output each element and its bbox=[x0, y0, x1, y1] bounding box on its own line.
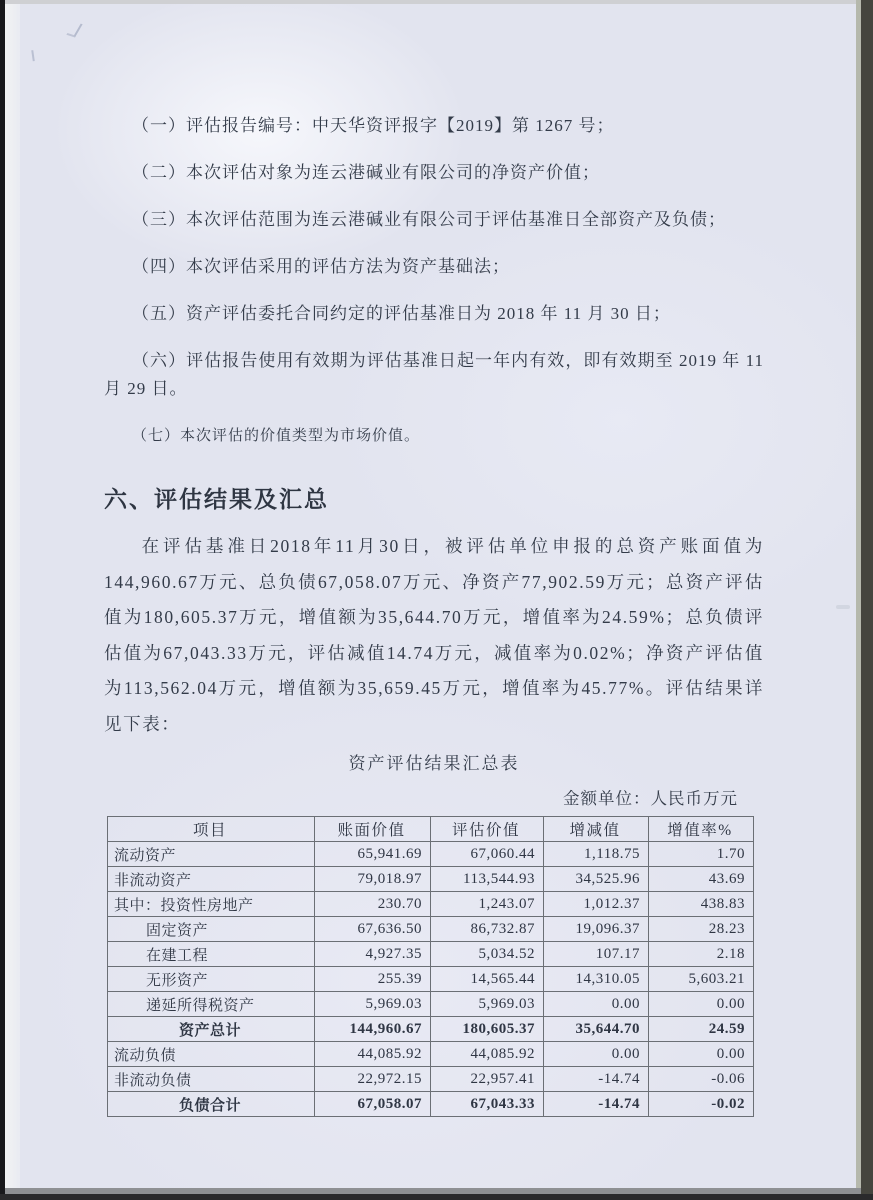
row-item-label: 递延所得税资产 bbox=[108, 992, 315, 1017]
row-item-label: 资产总计 bbox=[108, 1017, 315, 1042]
clause-item-3: （三）本次评估范围为连云港碱业有限公司于评估基准日全部资产及负债； bbox=[132, 210, 726, 229]
table-row bbox=[108, 1017, 754, 1042]
row-value-1: 5,969.03 bbox=[315, 992, 431, 1017]
row-value-1: 44,085.92 bbox=[315, 1042, 431, 1067]
row-value-4: 0.00 bbox=[649, 992, 754, 1017]
table-row bbox=[108, 967, 754, 992]
table-row bbox=[108, 842, 754, 867]
row-value-3: 34,525.96 bbox=[544, 867, 649, 892]
scan-edge-top bbox=[0, 0, 873, 4]
table-row bbox=[108, 1067, 754, 1092]
table-row bbox=[108, 917, 754, 942]
table-row bbox=[108, 992, 754, 1017]
row-item-label: 非流动负债 bbox=[108, 1067, 315, 1092]
row-value-3: 1,118.75 bbox=[544, 842, 649, 867]
row-value-4: 438.83 bbox=[649, 892, 754, 917]
row-value-4: 1.70 bbox=[649, 842, 754, 867]
row-value-3: 1,012.37 bbox=[544, 892, 649, 917]
row-value-3: 0.00 bbox=[544, 1042, 649, 1067]
row-value-2: 67,060.44 bbox=[431, 842, 544, 867]
row-value-1: 22,972.15 bbox=[315, 1067, 431, 1092]
row-value-4: -0.02 bbox=[649, 1092, 754, 1117]
row-value-3: 107.17 bbox=[544, 942, 649, 967]
row-value-2: 86,732.87 bbox=[431, 917, 544, 942]
row-value-1: 144,960.67 bbox=[315, 1017, 431, 1042]
row-value-1: 67,636.50 bbox=[315, 917, 431, 942]
row-value-2: 14,565.44 bbox=[431, 967, 544, 992]
clause-item-6: （六）评估报告使用有效期为评估基准日起一年内有效，即有效期至 2019 年 11 月 29 日。 bbox=[104, 351, 764, 398]
row-value-3: -14.74 bbox=[544, 1067, 649, 1092]
row-value-4: 2.18 bbox=[649, 942, 754, 967]
table-col-header-1: 项目 bbox=[108, 817, 315, 842]
row-item-label: 流动资产 bbox=[108, 842, 315, 867]
clause-item-5: （五）资产评估委托合同约定的评估基准日为 2018 年 11 月 30 日； bbox=[132, 304, 671, 323]
table-header-row bbox=[108, 817, 754, 842]
row-value-1: 67,058.07 bbox=[315, 1092, 431, 1117]
table-col-header-3: 评估价值 bbox=[431, 817, 544, 842]
section-heading: 六、评估结果及汇总 bbox=[104, 486, 329, 512]
row-value-3: 35,644.70 bbox=[544, 1017, 649, 1042]
clause-item-7: （七）本次评估的价值类型为市场价值。 bbox=[132, 428, 421, 444]
row-value-2: 22,957.41 bbox=[431, 1067, 544, 1092]
scan-smudge bbox=[836, 605, 850, 609]
row-value-4: 24.59 bbox=[649, 1017, 754, 1042]
row-value-1: 230.70 bbox=[315, 892, 431, 917]
row-item-label: 在建工程 bbox=[108, 942, 315, 967]
row-value-1: 79,018.97 bbox=[315, 867, 431, 892]
row-value-3: 0.00 bbox=[544, 992, 649, 1017]
pen-mark-check bbox=[66, 21, 82, 37]
row-value-2: 67,043.33 bbox=[431, 1092, 544, 1117]
table-col-header-5: 增值率% bbox=[649, 817, 754, 842]
numbered-clause-list bbox=[104, 112, 764, 450]
row-value-2: 113,544.93 bbox=[431, 867, 544, 892]
table-row bbox=[108, 892, 754, 917]
row-value-4: 28.23 bbox=[649, 917, 754, 942]
row-item-label: 负债合计 bbox=[108, 1092, 315, 1117]
clause-item-2: （二）本次评估对象为连云港碱业有限公司的净资产价值； bbox=[132, 163, 600, 182]
row-value-4: 0.00 bbox=[649, 1042, 754, 1067]
scan-edge-bottom bbox=[0, 1194, 873, 1200]
valuation-summary-table bbox=[107, 816, 754, 1117]
row-item-label: 无形资产 bbox=[108, 967, 315, 992]
page-content bbox=[104, 112, 764, 1117]
row-item-label: 流动负债 bbox=[108, 1042, 315, 1067]
table-row bbox=[108, 942, 754, 967]
row-value-3: 14,310.05 bbox=[544, 967, 649, 992]
table-row bbox=[108, 1042, 754, 1067]
row-value-4: -0.06 bbox=[649, 1067, 754, 1092]
row-value-2: 5,969.03 bbox=[431, 992, 544, 1017]
row-value-1: 65,941.69 bbox=[315, 842, 431, 867]
row-item-label: 其中：投资性房地产 bbox=[108, 892, 315, 917]
table-row bbox=[108, 1092, 754, 1117]
table-col-header-2: 账面价值 bbox=[315, 817, 431, 842]
pen-mark-tick bbox=[31, 50, 37, 62]
row-value-3: -14.74 bbox=[544, 1092, 649, 1117]
scan-edge-left bbox=[0, 0, 5, 1200]
row-value-1: 4,927.35 bbox=[315, 942, 431, 967]
row-value-2: 44,085.92 bbox=[431, 1042, 544, 1067]
table-row bbox=[108, 867, 754, 892]
row-value-4: 43.69 bbox=[649, 867, 754, 892]
clause-item-1: （一）评估报告编号：中天华资评报字【2019】第 1267 号； bbox=[132, 116, 615, 135]
table-title: 资产评估结果汇总表 bbox=[348, 754, 520, 773]
summary-paragraph: 在评估基准日2018年11月30日，被评估单位申报的总资产账面值为144,960.67万元、总负债67,058.07万元、净资产77,902.59万元；总资产评估值为180,605.37万元，增值额为35,644.70万元，增值率为24.59%；总负债评估值为67,043.33万元，评估减值14.74万元，减值率为0.02%；净资产评估值为113,562.04万元，增值额为35,659.45万元，增值率为45.77%。评估结果详见下表： bbox=[104, 536, 764, 734]
row-item-label: 非流动资产 bbox=[108, 867, 315, 892]
row-value-3: 19,096.37 bbox=[544, 917, 649, 942]
row-value-1: 255.39 bbox=[315, 967, 431, 992]
clause-item-4: （四）本次评估采用的评估方法为资产基础法； bbox=[132, 257, 510, 276]
row-value-2: 1,243.07 bbox=[431, 892, 544, 917]
scan-edge-right bbox=[861, 0, 873, 1200]
scan-edge-left-light bbox=[5, 0, 20, 1200]
row-value-2: 5,034.52 bbox=[431, 942, 544, 967]
table-col-header-4: 增减值 bbox=[544, 817, 649, 842]
row-item-label: 固定资产 bbox=[108, 917, 315, 942]
row-value-2: 180,605.37 bbox=[431, 1017, 544, 1042]
row-value-4: 5,603.21 bbox=[649, 967, 754, 992]
table-unit-note: 金额单位：人民币万元 bbox=[563, 789, 738, 808]
